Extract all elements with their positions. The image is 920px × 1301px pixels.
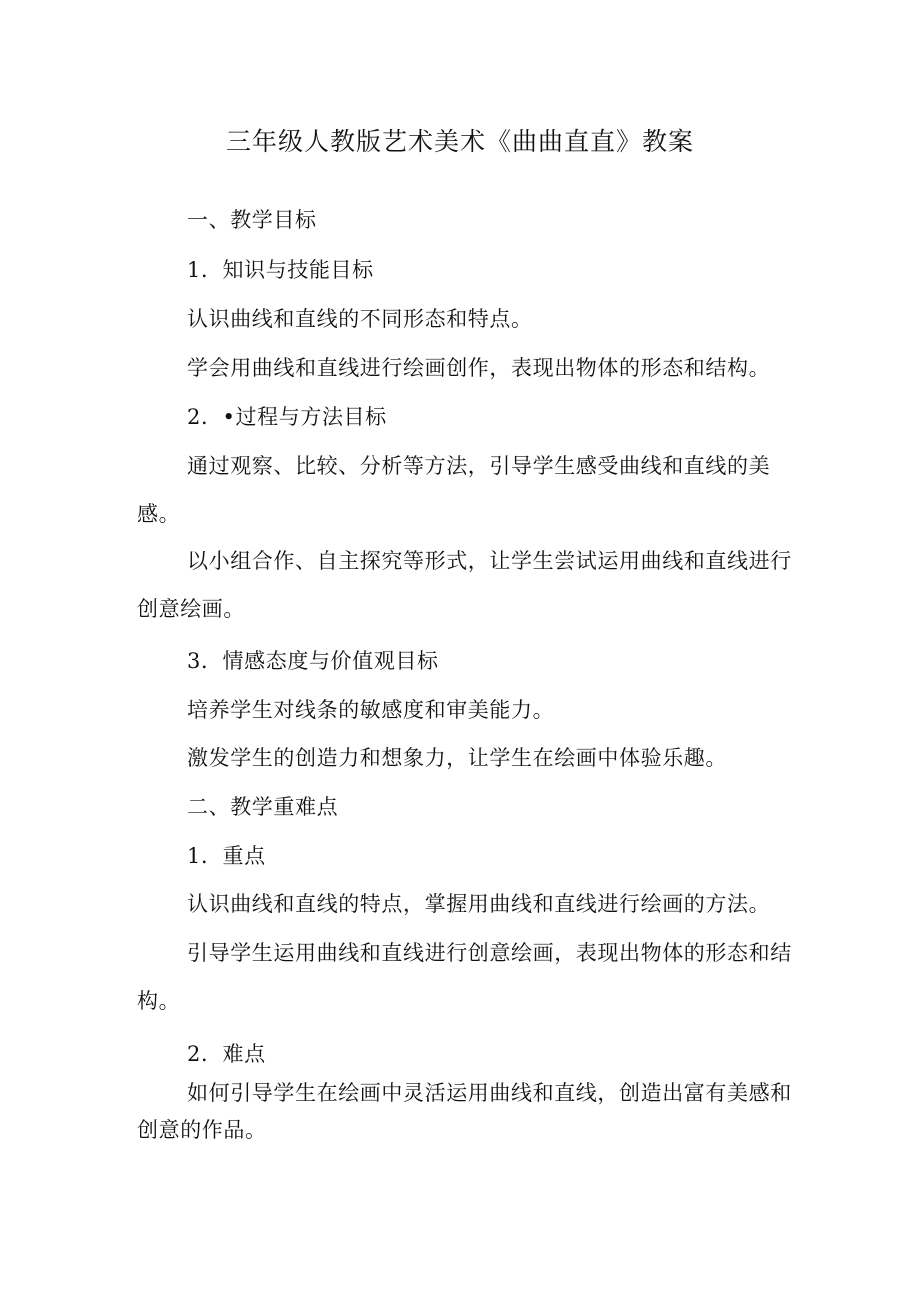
- paragraph: 引导学生运用曲线和直线进行创意绘画，表现出物体的形态和结构。: [137, 941, 792, 1013]
- paragraph: 认识曲线和直线的不同形态和特点。: [187, 307, 533, 331]
- subheading-key-points: 1．重点: [187, 844, 266, 868]
- paragraph: 以小组合作、自主探究等形式，让学生尝试运用曲线和直线进行创意绘画。: [137, 549, 792, 621]
- paragraph: 激发学生的创造力和想象力，让学生在绘画中体验乐趣。: [187, 746, 727, 770]
- subheading-difficult-points: 2．难点: [187, 1042, 266, 1066]
- paragraph: 培养学生对线条的敏感度和审美能力。: [187, 698, 555, 722]
- paragraph: 如何引导学生在绘画中灵活运用曲线和直线，创造出富有美感和创意的作品。: [137, 1081, 792, 1142]
- section-heading-key-difficult-points: 二、教学重难点: [187, 795, 339, 819]
- paragraph: 认识曲线和直线的特点，掌握用曲线和直线进行绘画的方法。: [187, 892, 771, 916]
- paragraph: 通过观察、比较、分析等方法，引导学生感受曲线和直线的美感。: [137, 454, 771, 526]
- subheading-process-methods: 2．•过程与方法目标: [187, 405, 387, 429]
- section-heading-objectives: 一、教学目标: [187, 208, 317, 232]
- subheading-knowledge-skills: 1．知识与技能目标: [187, 258, 374, 282]
- paragraph: 学会用曲线和直线进行绘画创作，表现出物体的形态和结构。: [187, 356, 771, 380]
- subheading-emotion-values: 3．情感态度与价值观目标: [187, 649, 439, 673]
- document-title: 三年级人教版艺术美术《曲曲直直》教案: [225, 127, 694, 156]
